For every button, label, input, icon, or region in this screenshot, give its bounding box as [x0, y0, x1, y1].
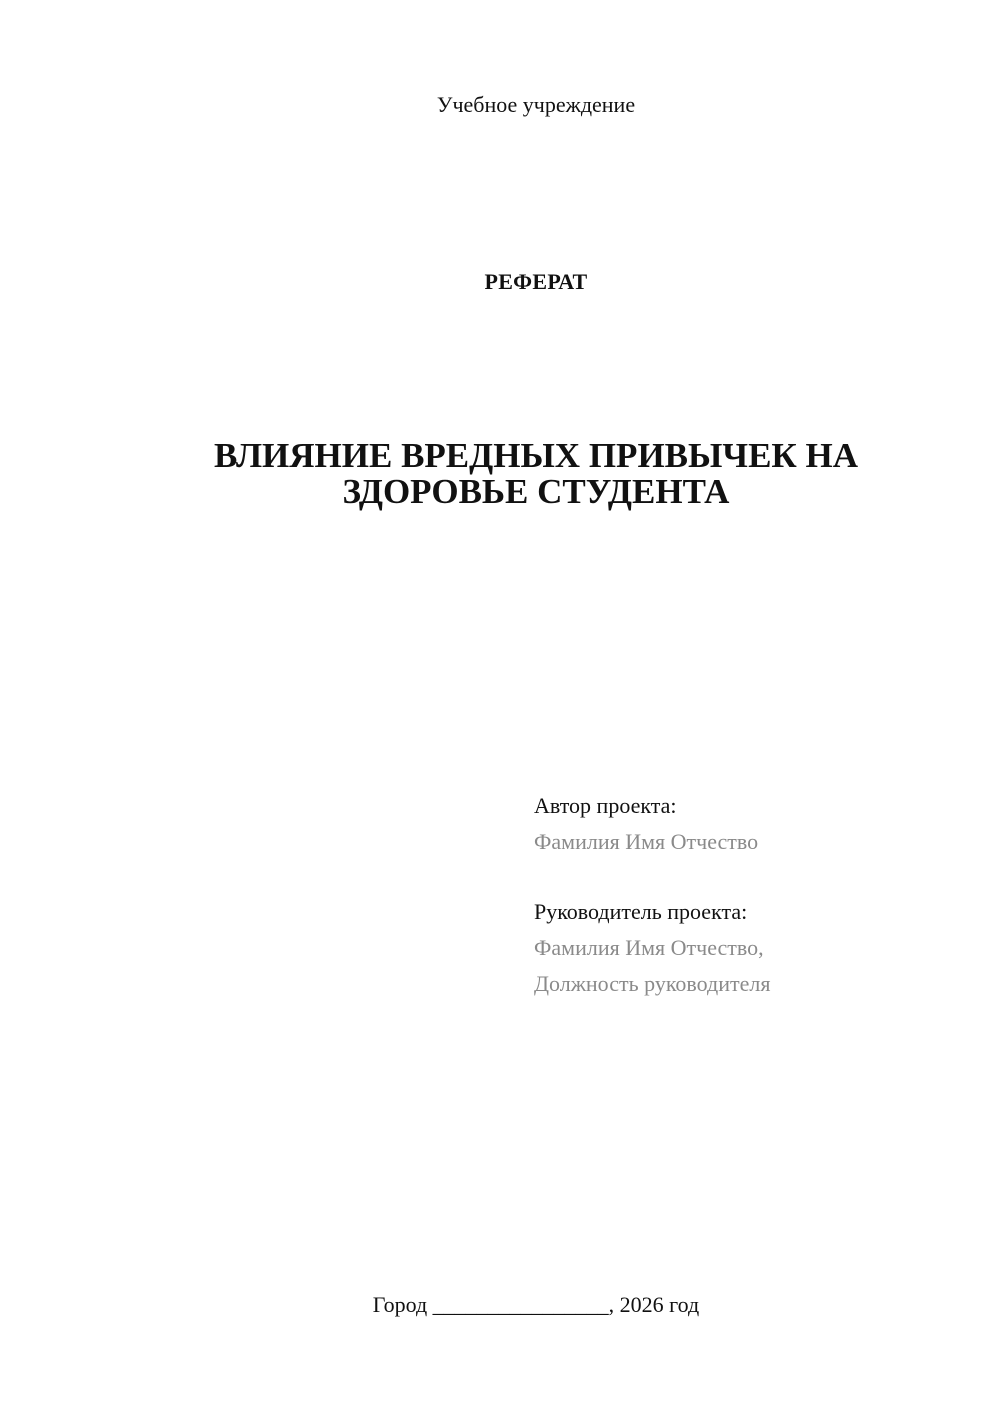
supervisor-name: Фамилия Имя Отчество,: [534, 935, 764, 960]
document-title: [0, 438, 1000, 510]
author-label: Автор проекта:: [534, 793, 677, 818]
institution-name: Учебное учреждение: [436, 92, 636, 117]
title-line-1: ВЛИЯНИЕ ВРЕДНЫХ ПРИВЫЧЕК НА: [213, 436, 859, 475]
city-year-line: Город ________________, 2026 год: [372, 1292, 700, 1317]
author-block: [534, 788, 974, 1002]
author-name: Фамилия Имя Отчество: [534, 829, 759, 854]
supervisor-label: Руководитель проекта:: [534, 899, 748, 924]
supervisor-position: Должность руководителя: [534, 971, 771, 996]
title-line-2: ЗДОРОВЬЕ СТУДЕНТА: [342, 472, 730, 511]
spacer: [534, 860, 974, 894]
document-type: РЕФЕРАТ: [484, 269, 588, 294]
